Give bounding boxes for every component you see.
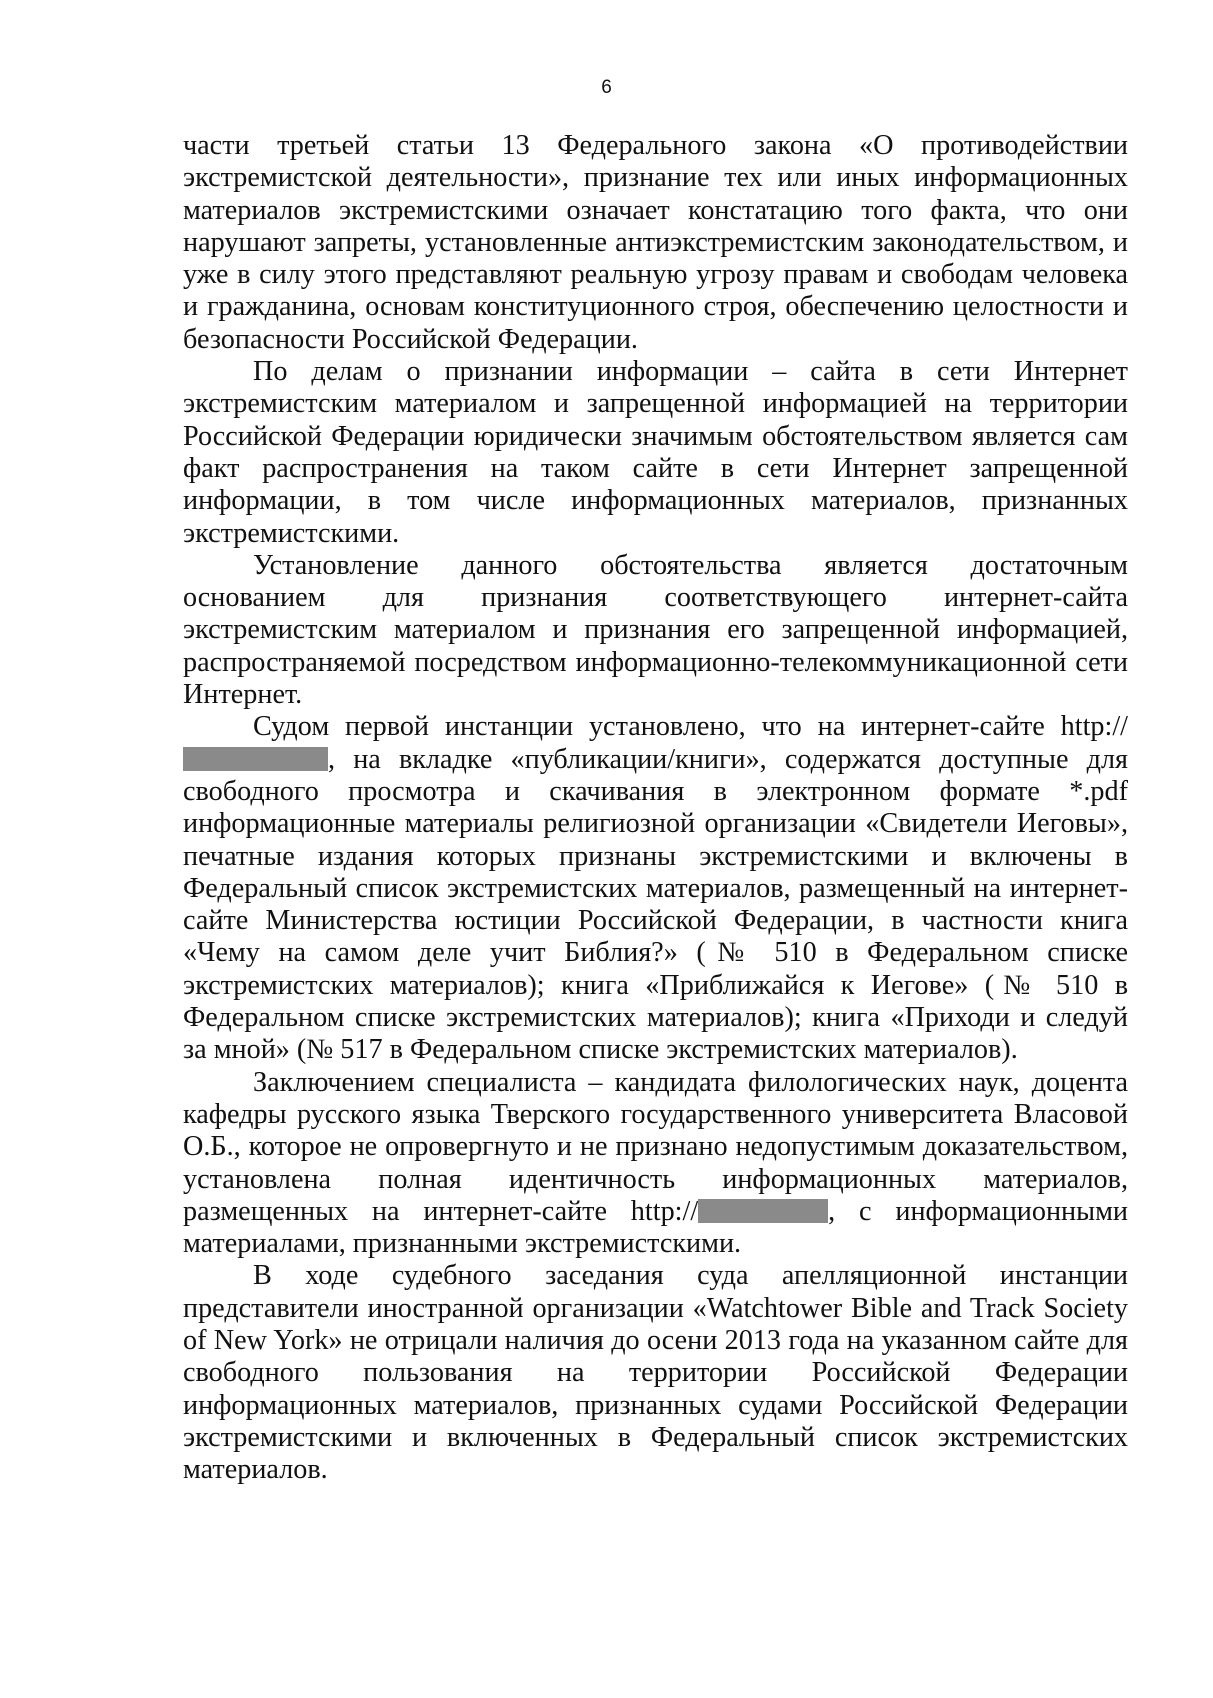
- paragraph-1: части третьей статьи 13 Федерального закона «О противодействии экстремистской деятельности», признание тех или иных информационных материалов экстремистскими означает констатацию того факта, что они нарушают запреты, установленные антиэкстремистским законодательством, и уже в силу этого представляют реальную угрозу правам и свободам человека и гражданина, основам конституционного строя, обеспечению целостности и безопасности Российской Федерации.: [183, 130, 1128, 355]
- paragraph-6: В ходе судебного заседания суда апелляционной инстанции представители иностранной организации «Watchtower Bible and Track Society of New York» не отрицали наличия до осени 2013 года на указанном сайте для свободного пользования на территории Российской Федерации информационных материалов, признанных судами Российской Федерации экстремистскими и включенных в Федеральный список экстремистских материалов.: [183, 1260, 1128, 1486]
- paragraph-4: [183, 711, 1128, 1066]
- page-number: 6: [601, 77, 612, 98]
- paragraph-5-text-start: Заключением специалиста – кандидата филологических наук, доцента кафедры русского языка Тверского государственного университета Власовой О.Б., которое не опровергнуто и не признано недопустимым доказательством, установлена полная идентичность информационных материалов, размещенных на интернет-сайте http://: [183, 1066, 1128, 1227]
- paragraph-4-text-start: Судом первой инстанции установлено, что на интернет-сайте http://: [253, 711, 1128, 743]
- paragraph-3: Установление данного обстоятельства является достаточным основанием для признания соответствующего интернет-сайта экстремистским материалом и признания его запрещенной информацией, распространяемой посредством информационно-телекоммуникационной сети Интернет.: [183, 549, 1128, 711]
- paragraph-2: По делам о признании информации – сайта в сети Интернет экстремистским материалом и запрещенной информацией на территории Российской Федерации юридически значимым обстоятельством является сам факт распространения на таком сайте в сети Интернет запрещенной информации, в том числе информационных материалов, признанных экстремистскими.: [183, 356, 1128, 549]
- redacted-url-block: [698, 1199, 828, 1223]
- document-body: [183, 130, 1128, 1486]
- paragraph-5: [183, 1067, 1128, 1261]
- paragraph-4-text-end: , на вкладке «публикации/книги», содержатся доступные для свободного просмотра и скачивания в электронном формате *.pdf информационные материалы религиозной организации «Свидетели Иеговы», печатные издания которых признаны экстремистскими и включены в Федеральный список экстремистских материалов, размещенный на интернет-сайте Министерства юстиции Российской Федерации, в частности книга «Чему на самом деле учит Библия?» (№ 510 в Федеральном списке экстремистских материалов); книга «Приближайся к Иегове» (№ 510 в Федеральном списке экстремистских материалов); книга «Приходи и следуй за мной» (№ 517 в Федеральном списке экстремистских материалов).: [183, 743, 1128, 1066]
- redacted-url-block: [183, 747, 328, 771]
- paragraph-5-text-end: , с информационными материалами, признанными экстремистскими.: [183, 1195, 1128, 1260]
